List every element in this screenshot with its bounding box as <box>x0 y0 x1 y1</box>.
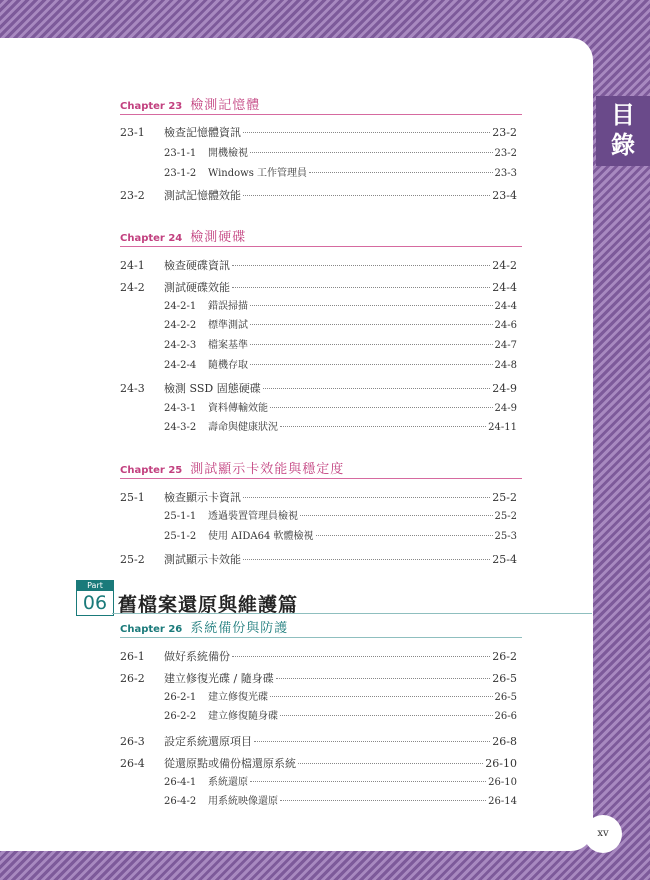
entry-number: 24-2-4 <box>164 360 197 371</box>
entry-title: 測試顯示卡效能 <box>164 553 241 566</box>
entry-title: 測試硬碟效能 <box>164 281 230 294</box>
entry-number: 24-2-1 <box>164 301 197 312</box>
entry-title: 錯誤掃描 <box>208 301 248 312</box>
entry-title: 設定系統還原項目 <box>164 735 252 748</box>
leader-dots <box>280 426 486 427</box>
toc-entry[interactable] <box>164 709 517 725</box>
leader-dots <box>250 364 493 365</box>
entry-page: 25-4 <box>492 553 517 566</box>
side-tab-char-2: 錄 <box>611 131 635 159</box>
entry-number: 23-1-2 <box>164 168 197 179</box>
entry-number: 25-2 <box>120 553 145 566</box>
entry-number: 26-1 <box>120 650 145 663</box>
entry-title: 建立修復隨身碟 <box>208 711 278 722</box>
entry-title: 隨機存取 <box>208 360 248 371</box>
leader-dots <box>250 324 493 325</box>
entry-page: 24-8 <box>494 360 517 371</box>
leader-dots <box>270 407 493 408</box>
toc-entry[interactable] <box>120 552 517 568</box>
leader-dots <box>243 559 490 560</box>
toc-entry[interactable] <box>164 794 517 810</box>
toc-entry[interactable] <box>120 258 517 274</box>
leader-dots <box>243 497 490 498</box>
toc-entry[interactable] <box>120 188 517 204</box>
entry-page: 24-2 <box>492 259 517 272</box>
entry-title: 做好系統備份 <box>164 650 230 663</box>
toc-entry[interactable] <box>164 509 517 525</box>
entry-number: 26-3 <box>120 735 145 748</box>
entry-page: 26-14 <box>488 796 517 807</box>
entry-number: 24-3 <box>120 382 145 395</box>
leader-dots <box>250 152 493 153</box>
entry-title: 開機檢視 <box>208 148 248 159</box>
entry-title: 使用 AIDA64 軟體檢視 <box>208 531 314 542</box>
entry-page: 26-5 <box>492 672 517 685</box>
entry-page: 24-4 <box>494 301 517 312</box>
entry-number: 25-1 <box>120 491 145 504</box>
leader-dots <box>232 265 490 266</box>
toc-entry[interactable] <box>120 734 517 750</box>
entry-title: 透過裝置管理員檢視 <box>208 511 298 522</box>
entry-page: 23-2 <box>494 148 517 159</box>
toc-entry[interactable] <box>120 756 517 772</box>
entry-title: 標準測試 <box>208 320 248 331</box>
leader-dots <box>250 781 486 782</box>
entry-page: 24-11 <box>488 422 517 433</box>
entry-page: 24-6 <box>494 320 517 331</box>
entry-page: 26-2 <box>492 650 517 663</box>
entry-page: 24-9 <box>494 403 517 414</box>
entry-page: 24-4 <box>492 281 517 294</box>
entry-title: 建立修復光碟 / 隨身碟 <box>164 672 274 685</box>
leader-dots <box>254 741 490 742</box>
chapter-number: Chapter 23 <box>120 101 183 112</box>
entry-number: 24-2 <box>120 281 145 294</box>
toc-entry[interactable] <box>164 401 517 417</box>
part-badge <box>76 580 114 616</box>
entry-page: 26-8 <box>492 735 517 748</box>
entry-title: 檢查顯示卡資訊 <box>164 491 241 504</box>
chapter-23-heading <box>120 94 522 115</box>
leader-dots <box>270 696 493 697</box>
entry-number: 23-1-1 <box>164 148 197 159</box>
page-number: xv <box>584 815 622 853</box>
part-title: 舊檔案還原與維護篇 <box>118 594 299 616</box>
side-tab-char-1: 目 <box>611 101 635 129</box>
leader-dots <box>276 678 491 679</box>
entry-title: 檢測 SSD 固態硬碟 <box>164 382 261 395</box>
entry-page: 26-6 <box>494 711 517 722</box>
entry-number: 24-2-2 <box>164 320 197 331</box>
leader-dots <box>309 172 492 173</box>
entry-title: 系統還原 <box>208 777 248 788</box>
chapter-title: 測試顯示卡效能與穩定度 <box>190 462 345 477</box>
leader-dots <box>316 535 493 536</box>
toc-entry[interactable] <box>120 671 517 687</box>
chapter-number: Chapter 24 <box>120 233 183 244</box>
entry-title: 資料傳輸效能 <box>208 403 268 414</box>
part-number: 06 <box>82 592 108 614</box>
part-label: Part <box>77 581 113 591</box>
entry-title: 檔案基準 <box>208 340 248 351</box>
leader-dots <box>280 800 486 801</box>
entry-page: 24-9 <box>492 382 517 395</box>
entry-number: 24-1 <box>120 259 145 272</box>
entry-number: 24-3-2 <box>164 422 197 433</box>
entry-number: 26-4-1 <box>164 777 197 788</box>
entry-number: 23-1 <box>120 126 145 139</box>
chapter-number: Chapter 26 <box>120 624 183 635</box>
entry-number: 26-2-1 <box>164 692 197 703</box>
entry-number: 26-4-2 <box>164 796 197 807</box>
chapter-24-heading <box>120 226 522 247</box>
entry-page: 26-10 <box>488 777 517 788</box>
entry-number: 26-4 <box>120 757 145 770</box>
toc-entry[interactable] <box>164 690 517 706</box>
leader-dots <box>243 132 490 133</box>
leader-dots <box>280 715 493 716</box>
toc-entry[interactable] <box>164 420 517 436</box>
chapter-number: Chapter 25 <box>120 465 183 476</box>
entry-number: 24-2-3 <box>164 340 197 351</box>
entry-page: 25-2 <box>492 491 517 504</box>
chapter-title: 檢測硬碟 <box>190 230 247 245</box>
entry-page: 26-10 <box>485 757 517 770</box>
entry-title: 測試記憶體效能 <box>164 189 241 202</box>
entry-page: 23-3 <box>494 168 517 179</box>
toc-entry[interactable] <box>164 529 517 545</box>
entry-title: 壽命與健康狀況 <box>208 422 278 433</box>
chapter-26-heading <box>120 617 522 638</box>
entry-title: 用系統映像還原 <box>208 796 278 807</box>
toc-entry[interactable] <box>120 280 517 296</box>
leader-dots <box>250 305 493 306</box>
part-divider <box>112 613 592 614</box>
toc-entry[interactable] <box>120 125 517 141</box>
entry-number: 23-2 <box>120 189 145 202</box>
entry-page: 23-4 <box>492 189 517 202</box>
entry-page: 25-3 <box>494 531 517 542</box>
entry-number: 25-1-1 <box>164 511 197 522</box>
leader-dots <box>300 515 493 516</box>
entry-title: 建立修復光碟 <box>208 692 268 703</box>
leader-dots <box>263 388 491 389</box>
toc-entry[interactable] <box>120 490 517 506</box>
toc-entry[interactable] <box>164 338 517 354</box>
entry-title: 從還原點或備份檔還原系統 <box>164 757 296 770</box>
toc-entry[interactable] <box>164 358 517 374</box>
chapter-title: 系統備份與防護 <box>190 621 289 636</box>
entry-number: 25-1-2 <box>164 531 197 542</box>
entry-number: 26-2 <box>120 672 145 685</box>
leader-dots <box>232 287 490 288</box>
leader-dots <box>232 656 490 657</box>
toc-entry[interactable] <box>120 649 517 665</box>
toc-entry[interactable] <box>164 318 517 334</box>
entry-title: 檢查記憶體資訊 <box>164 126 241 139</box>
entry-page: 26-5 <box>494 692 517 703</box>
toc-entry[interactable] <box>164 166 517 182</box>
entry-title: Windows 工作管理員 <box>208 168 308 179</box>
entry-page: 25-2 <box>494 511 517 522</box>
toc-entry[interactable] <box>164 146 517 162</box>
entry-page: 23-2 <box>492 126 517 139</box>
toc-entry[interactable] <box>120 381 517 397</box>
toc-entry[interactable] <box>164 775 517 791</box>
toc-entry[interactable] <box>164 299 517 315</box>
leader-dots <box>243 195 490 196</box>
chapter-title: 檢測記憶體 <box>190 98 261 113</box>
entry-number: 26-2-2 <box>164 711 197 722</box>
contents-side-tab <box>596 96 650 166</box>
entry-page: 24-7 <box>494 340 517 351</box>
entry-number: 24-3-1 <box>164 403 197 414</box>
leader-dots <box>250 344 493 345</box>
entry-title: 檢查硬碟資訊 <box>164 259 230 272</box>
chapter-25-heading <box>120 458 522 479</box>
leader-dots <box>298 763 483 764</box>
